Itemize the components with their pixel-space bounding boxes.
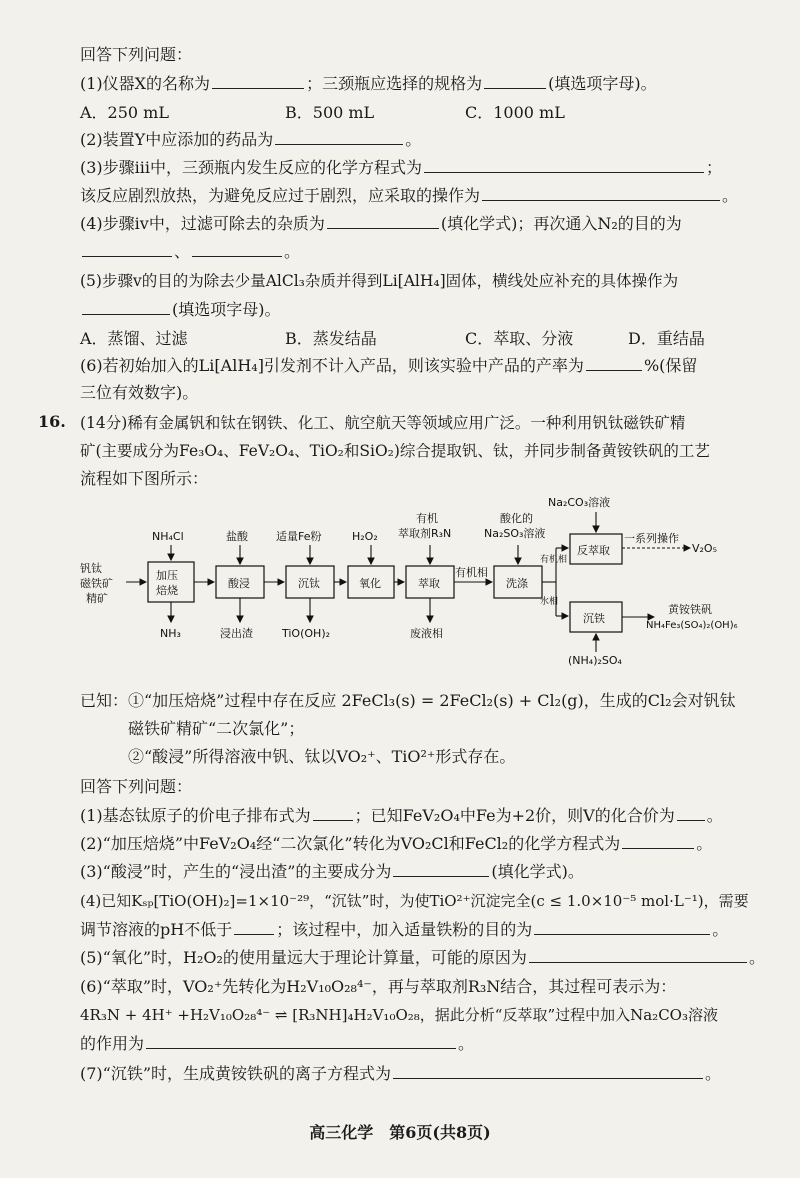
sub-question-6: (6)“萃取”时，VO₂⁺先转化为H₂V₁₀O₂₈⁴⁻，再与萃取剂R₃N结合，其过程可表示为： (80, 977, 677, 996)
option-a: A．250 mL (80, 103, 169, 122)
reagent-label: 萃取剂R₃N (398, 527, 452, 540)
known-1: 已知：①“加压焙烧”过程中存在反应 2FeCl₃(s) = 2FeCl₂(s) + Cl₂(g)，生成的Cl₂会对钒钛 (80, 691, 736, 710)
answer-blank[interactable] (677, 804, 705, 821)
question-3-cont: 该反应剧烈放热，为避免反应过于剧烈，应采取的操作为 。 (80, 186, 739, 205)
output-label: 废液相 (410, 627, 443, 640)
part1-intro: 回答下列问题： (80, 45, 193, 64)
feed-label-1: 钒钛 (80, 562, 102, 575)
answer-blank[interactable] (82, 240, 172, 257)
sub-question-3: (3)“酸浸”时，产生的“浸出渣”的主要成分为 (填化学式)。 (80, 862, 584, 881)
step-label: 沉钛 (298, 577, 320, 590)
question-6: (6)若初始加入的Li[AlH₄]引发剂不计入产品，则该实验中产品的产率为 %(保留 (80, 356, 698, 375)
sub-question-5: (5)“氧化”时，H₂O₂的使用量远大于理论计算量，可能的原因为 。 (80, 948, 765, 967)
output-label: 一系列操作 (624, 532, 679, 545)
answer-blank[interactable] (586, 354, 642, 371)
answer-blank[interactable] (393, 860, 489, 877)
question-2: (2)装置Y中应添加的药品为 。 (80, 130, 422, 149)
step-label: 酸浸 (228, 577, 250, 590)
known-1-cont: 磁铁矿精矿“二次氯化”； (128, 719, 305, 738)
reagent-label: 酸化的 (500, 512, 533, 525)
answer-blank[interactable] (313, 804, 353, 821)
answer-blank[interactable] (622, 832, 694, 849)
answer-blank[interactable] (82, 298, 170, 315)
step-label: 萃取 (418, 577, 440, 590)
sub-question-4-cont: 调节溶液的pH不低于 ；该过程中，加入适量铁粉的目的为 。 (80, 920, 729, 939)
output-label: 有机相 (455, 566, 488, 579)
answer-blank[interactable] (275, 128, 403, 145)
q16-intro: 回答下列问题： (80, 777, 193, 796)
sub-question-6-equation: 4R₃N + 4H⁺ +H₂V₁₀O₂₈⁴⁻ ⇌ [R₃NH]₄H₂V₁₀O₂₈，据此分析“反萃取”过程中加入Na₂CO₃溶液 (80, 1006, 718, 1024)
answer-blank[interactable] (534, 918, 710, 935)
option-c: C．1000 mL (465, 103, 565, 122)
answer-blank[interactable] (192, 240, 282, 257)
answer-blank[interactable] (424, 156, 704, 173)
option-d: D．重结晶 (628, 329, 705, 348)
question-4-cont: 、 。 (80, 240, 300, 263)
feed-label-3: 精矿 (86, 592, 108, 605)
output-label: 黄铵铁矾 (668, 603, 712, 616)
known-2: ②“酸浸”所得溶液中钒、钛以VO₂⁺、TiO²⁺形式存在。 (128, 747, 516, 766)
answer-blank[interactable] (146, 1032, 456, 1049)
step-label: 沉铁 (583, 612, 605, 625)
output-label: TiO(OH)₂ (282, 627, 331, 640)
branch-label-aqueous: 水相 (540, 597, 559, 607)
answer-blank[interactable] (393, 1062, 703, 1079)
sub-question-7: (7)“沉铁”时，生成黄铵铁矾的离子方程式为 。 (80, 1064, 722, 1083)
q16-stem-3: 流程如下图所示： (80, 469, 209, 488)
reagent-label: Na₂CO₃溶液 (548, 496, 611, 509)
answer-blank[interactable] (234, 918, 274, 935)
page-footer: 高三化学 第6页(共8页) (309, 1123, 491, 1142)
reagent-label: 有机 (416, 512, 438, 525)
output-label: NH₃ (160, 627, 181, 640)
option-c: C．萃取、分液 (465, 329, 574, 348)
reagent-label: Na₂SO₃溶液 (484, 527, 546, 540)
question-4: (4)步骤iv中，过滤可除去的杂质为 (填化学式)；再次通入N₂的目的为 (80, 214, 682, 233)
sub-question-4: (4)已知Kₛₚ[TiO(OH)₂]=1×10⁻²⁹，“沉钛”时，为使TiO²⁺沉淀完全(c ≤ 1.0×10⁻⁵ mol·L⁻¹)，需要 (80, 892, 749, 910)
option-b: B．蒸发结晶 (285, 329, 377, 348)
output-label: V₂O₅ (692, 542, 718, 555)
answer-blank[interactable] (484, 72, 546, 89)
step-label: 反萃取 (577, 544, 610, 557)
branch-label-organic: 有机相 (540, 555, 568, 565)
question-number: 16. (38, 412, 66, 431)
reagent-label: H₂O₂ (352, 530, 378, 543)
sub-question-1: (1)基态钛原子的价电子排布式为 ；已知FeV₂O₄中Fe为+2价，则V的化合价为 。 (80, 806, 723, 825)
reagent-label: (NH₄)₂SO₄ (568, 654, 622, 667)
reagent-label: 适量Fe粉 (276, 530, 322, 543)
feed-label-2: 磁铁矿 (80, 577, 113, 590)
option-a: A．蒸馏、过滤 (80, 329, 188, 348)
q16-stem-2: 矿(主要成分为Fe₃O₄、FeV₂O₄、TiO₂和SiO₂)综合提取钒、钛，并同步制备黄铵铁矾的工艺 (80, 442, 710, 460)
step-label: 加压 (156, 569, 178, 582)
step-label: 焙烧 (156, 584, 178, 597)
q16-stem-1: (14分)稀有金属钒和钛在钢铁、化工、航空航天等领域应用广泛。一种利用钒钛磁铁矿精 (80, 414, 686, 432)
step-label: 洗涤 (506, 577, 528, 590)
reagent-label: NH₄Cl (152, 530, 184, 543)
process-flow-diagram (0, 492, 800, 682)
answer-blank[interactable] (529, 946, 747, 963)
reagent-label: 盐酸 (226, 530, 248, 543)
answer-blank[interactable] (482, 184, 720, 201)
question-5-cont: (填选项字母)。 (80, 298, 281, 321)
step-label: 氧化 (359, 577, 381, 590)
option-b: B．500 mL (285, 103, 375, 122)
question-1: (1)仪器X的名称为 ；三颈瓶应选择的规格为 (填选项字母)。 (80, 74, 657, 93)
sub-question-6-cont: 的作用为 。 (80, 1034, 475, 1053)
question-6-cont: 三位有效数字)。 (80, 383, 199, 402)
question-3: (3)步骤iii中，三颈瓶内发生反应的化学方程式为 ； (80, 158, 723, 177)
sub-question-2: (2)“加压焙烧”中FeV₂O₄经“二次氯化”转化为VO₂Cl和FeCl₂的化学方程式为 。 (80, 834, 713, 853)
output-label: NH₄Fe₃(SO₄)₂(OH)₆ (646, 620, 738, 631)
output-label: 浸出渣 (220, 627, 253, 640)
answer-blank[interactable] (212, 72, 304, 89)
answer-blank[interactable] (327, 212, 439, 229)
question-5: (5)步骤v的目的为除去少量AlCl₃杂质并得到Li[AlH₄]固体，横线处应补充的具体操作为 (80, 272, 679, 290)
